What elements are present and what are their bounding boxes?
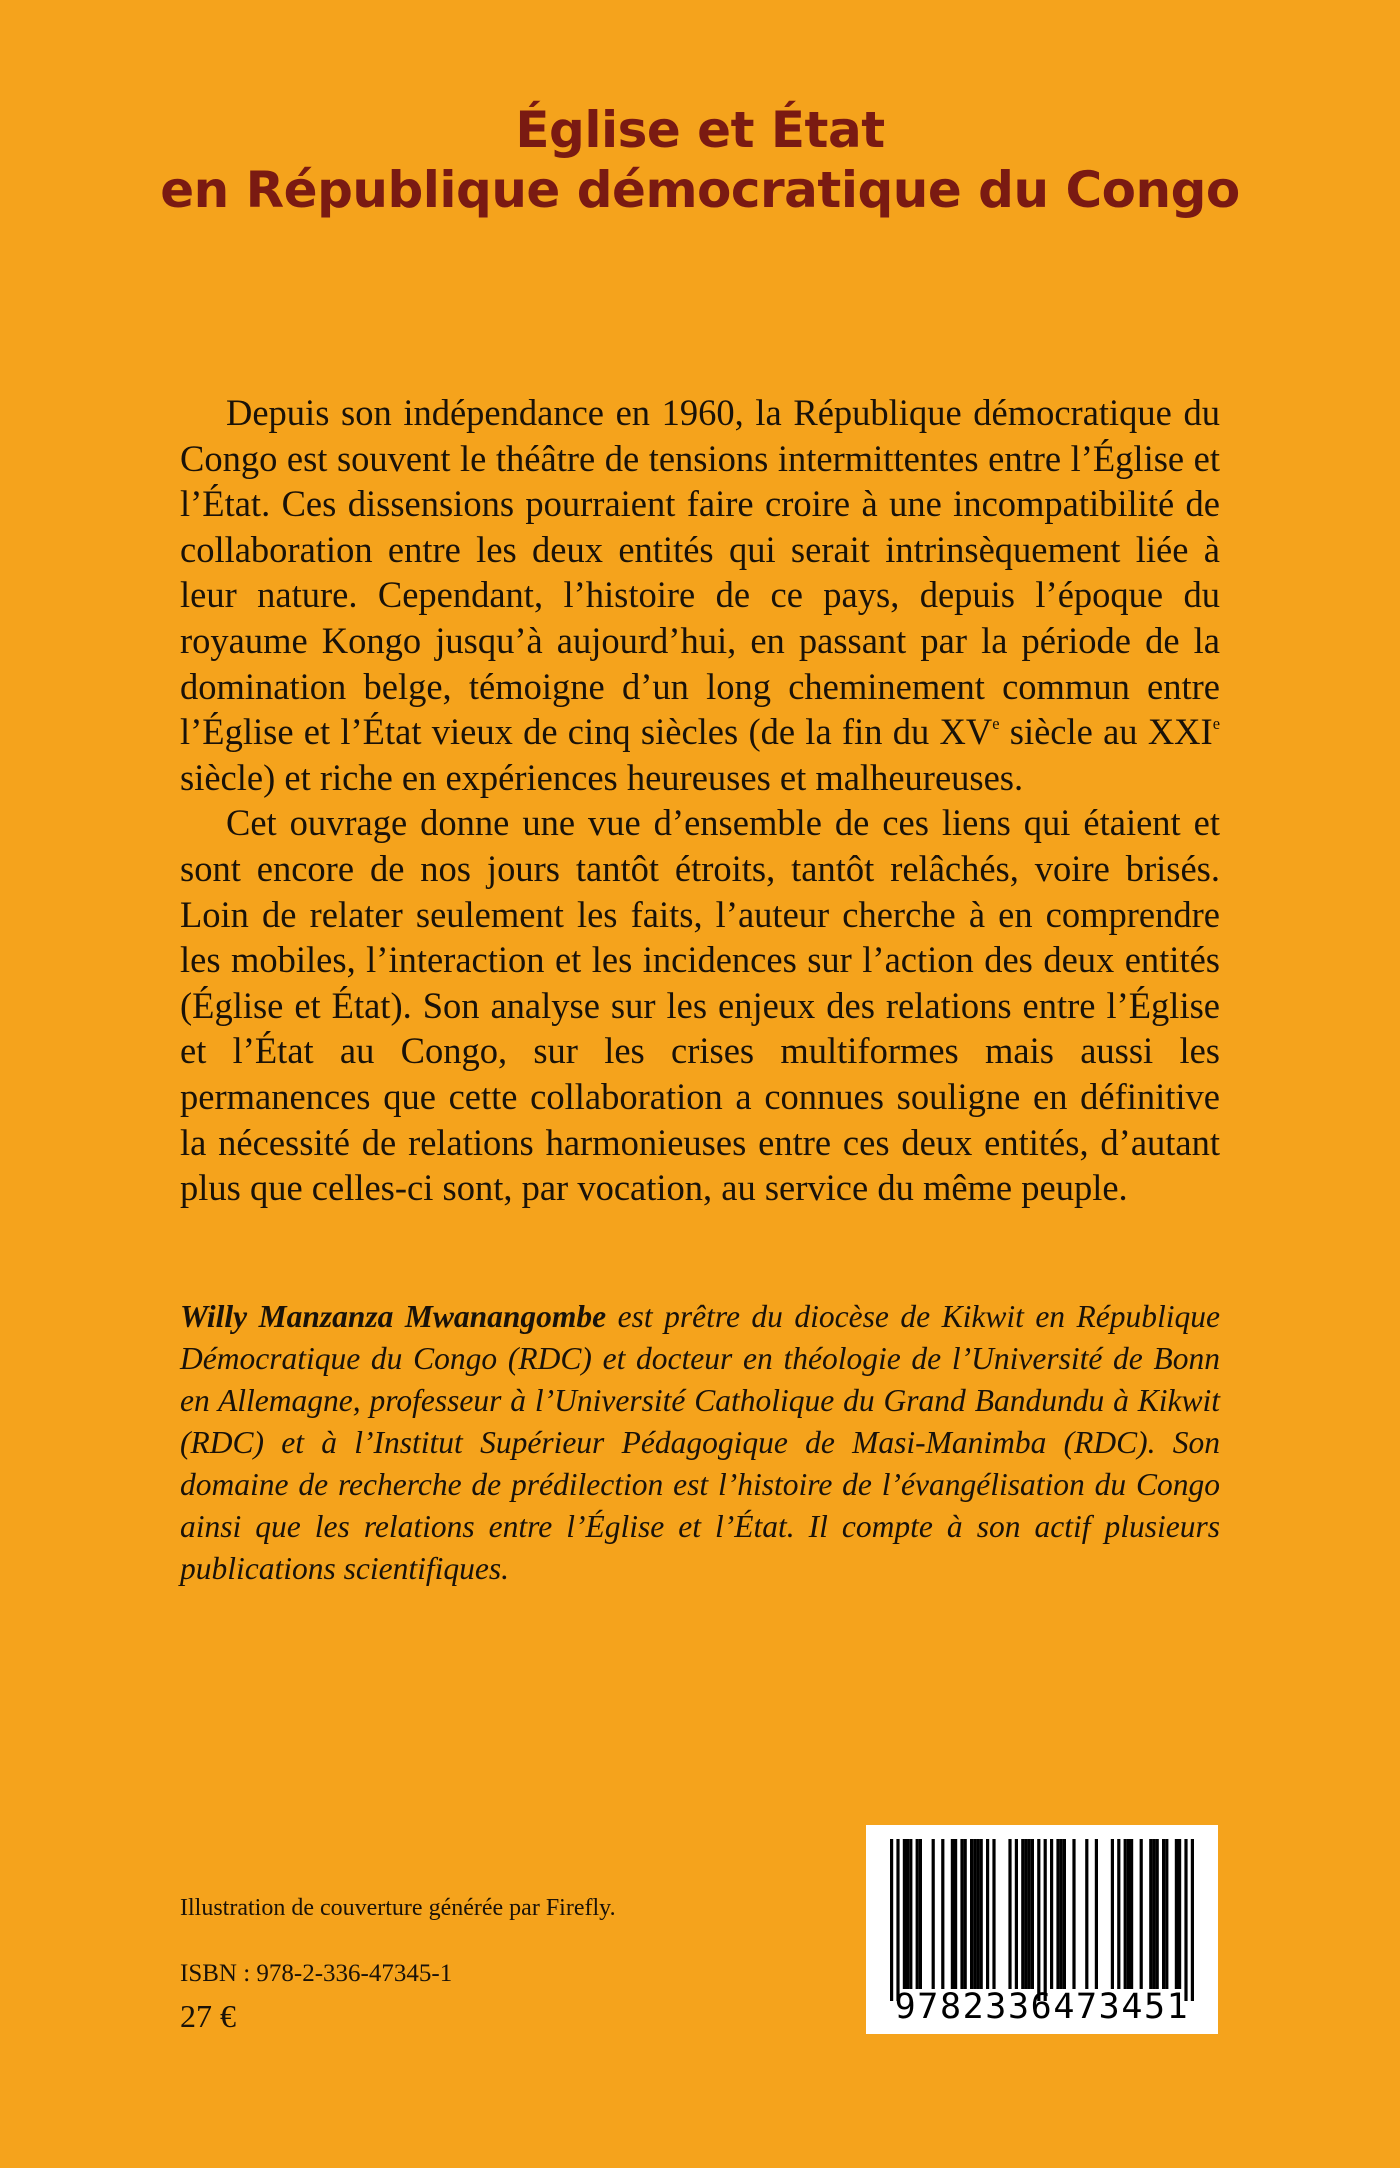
isbn-text: ISBN : 978-2-336-47345-1 bbox=[180, 1960, 453, 1987]
price-text: 27 € bbox=[180, 1998, 236, 2034]
barcode-bar-18 bbox=[992, 1839, 995, 1989]
barcode-bar-45 bbox=[1175, 1839, 1178, 1989]
author-bio bbox=[180, 1296, 1220, 1590]
barcode-bar-23 bbox=[1028, 1839, 1031, 1989]
barcode-bar-25 bbox=[1037, 1839, 1040, 2001]
barcode-bar-8 bbox=[941, 1839, 944, 1989]
title-line-1: Église et État bbox=[515, 101, 885, 159]
title-line-2: en République démocratique du Congo bbox=[160, 161, 1240, 219]
author-bio-text: est prêtre du diocèse de Kikwit en République Démocratique du Congo (RDC) et docteur en théologie de l’Université de Bonn en Allemagne, professeur à l’Université Catholique du Grand Bandundu à Kikwit (RDC) et à l’Institut Supérieur Pédagogique de Masi-Manimba (RDC). Son domaine de recherche de prédilection est l’histoire de l’évangélisation du Congo ainsi que les relations entre l’Église et l’État. Il compte à son actif plusieurs publications scientifiques. bbox=[180, 1299, 1220, 1586]
barcode-bar-2 bbox=[903, 1839, 906, 1989]
barcode-bar-19 bbox=[1008, 1839, 1011, 1989]
barcode-bar-15 bbox=[976, 1839, 979, 1989]
barcode-bar-27 bbox=[1050, 1839, 1053, 1989]
barcode-bar-40 bbox=[1149, 1839, 1152, 1989]
summary-paragraph-2: Cet ouvrage donne une vue d’ensemble de ces liens qui étaient et sont encore de nos jours tantôt étroits, tantôt relâchés, voire brisés. Loin de relater seulement les faits, l’auteur cherche à en comprendre les mobiles, l’interaction et les incidences sur l’action des deux entités (Église et État). Son analyse sur les enjeux des relations entre l’Église et l’État au Congo, sur les crises multiformes mais aussi les permanences que cette collaboration a connues souligne en définitive la nécessité de relations harmonieuses entre ces deux entités, d’autant plus que celles-ci sont, par vocation, au service du même peuple. bbox=[180, 802, 1220, 1209]
summary-text-1c: siècle) et riche en expériences heureuses et malheureuses. bbox=[180, 756, 1024, 798]
barcode-bar-14 bbox=[973, 1839, 976, 1989]
barcode-bar-35 bbox=[1117, 1839, 1120, 1989]
barcode-bar-4 bbox=[909, 1839, 912, 1989]
barcode-bar-41 bbox=[1152, 1839, 1155, 1989]
barcode bbox=[866, 1825, 1218, 2034]
barcode-bar-46 bbox=[1178, 1839, 1181, 1989]
barcode-bar-21 bbox=[1021, 1839, 1024, 1989]
barcode-bar-1 bbox=[896, 1839, 899, 2001]
barcode-bar-36 bbox=[1124, 1839, 1127, 1989]
summary-paragraph-1 bbox=[180, 390, 1220, 800]
barcode-bar-42 bbox=[1156, 1839, 1159, 1989]
barcode-bar-34 bbox=[1111, 1839, 1114, 1989]
barcode-bar-29 bbox=[1060, 1839, 1063, 1989]
barcode-bar-6 bbox=[919, 1839, 922, 1989]
barcode-bar-47 bbox=[1184, 1839, 1187, 2001]
barcode-bar-13 bbox=[970, 1839, 973, 1989]
barcode-bar-24 bbox=[1031, 1839, 1034, 1989]
barcode-bar-5 bbox=[916, 1839, 919, 1989]
barcode-bar-0 bbox=[890, 1839, 893, 2001]
barcode-bar-9 bbox=[951, 1839, 954, 1989]
barcode-bar-43 bbox=[1162, 1839, 1165, 1989]
barcode-bar-3 bbox=[906, 1839, 909, 1989]
barcode-bar-33 bbox=[1095, 1839, 1098, 1989]
barcode-bar-26 bbox=[1044, 1839, 1047, 2001]
barcode-digits: 9782336473451 bbox=[894, 1987, 1190, 2027]
book-summary bbox=[180, 390, 1220, 1211]
barcode-bar-16 bbox=[980, 1839, 983, 1989]
barcode-bar-17 bbox=[986, 1839, 989, 1989]
superscript-e-2: e bbox=[1212, 714, 1220, 734]
barcode-bar-12 bbox=[964, 1839, 967, 1989]
barcode-bar-28 bbox=[1056, 1839, 1059, 1989]
barcode-bar-10 bbox=[954, 1839, 957, 1989]
summary-text-1b: siècle au XXI bbox=[999, 711, 1213, 753]
barcode-bar-30 bbox=[1063, 1839, 1066, 1989]
barcode-bar-39 bbox=[1140, 1839, 1143, 1989]
illustration-credit: Illustration de couverture générée par Firefly. bbox=[180, 1895, 616, 1921]
barcode-bar-31 bbox=[1072, 1839, 1075, 1989]
barcode-bar-22 bbox=[1024, 1839, 1027, 1989]
barcode-bar-7 bbox=[932, 1839, 935, 1989]
book-title bbox=[0, 100, 1400, 220]
barcode-bar-38 bbox=[1130, 1839, 1133, 1989]
summary-text-1a: Depuis son indépendance en 1960, la République démocratique du Congo est souvent le théâtre de tensions intermittentes entre l’Église et l’État. Ces dissensions pourraient faire croire à une incompatibilité de collaboration entre les deux entités qui serait intrinsèquement liée à leur nature. Cependant, l’histoire de ce pays, depuis l’époque du royaume Kongo jusqu’à aujourd’hui, en passant par la période de la domination belge, témoigne d’un long cheminement commun entre l’Église et l’État vieux de cinq siècles (de la fin du XV bbox=[180, 392, 1220, 753]
superscript-e-1: e bbox=[992, 714, 1000, 734]
author-name: Willy Manzanza Mwanangombe bbox=[180, 1299, 607, 1334]
barcode-bar-48 bbox=[1191, 1839, 1194, 2001]
barcode-bar-32 bbox=[1085, 1839, 1088, 1989]
barcode-bar-37 bbox=[1127, 1839, 1130, 1989]
barcode-bar-11 bbox=[960, 1839, 963, 1989]
barcode-bar-20 bbox=[1015, 1839, 1018, 1989]
barcode-bar-44 bbox=[1165, 1839, 1168, 1989]
